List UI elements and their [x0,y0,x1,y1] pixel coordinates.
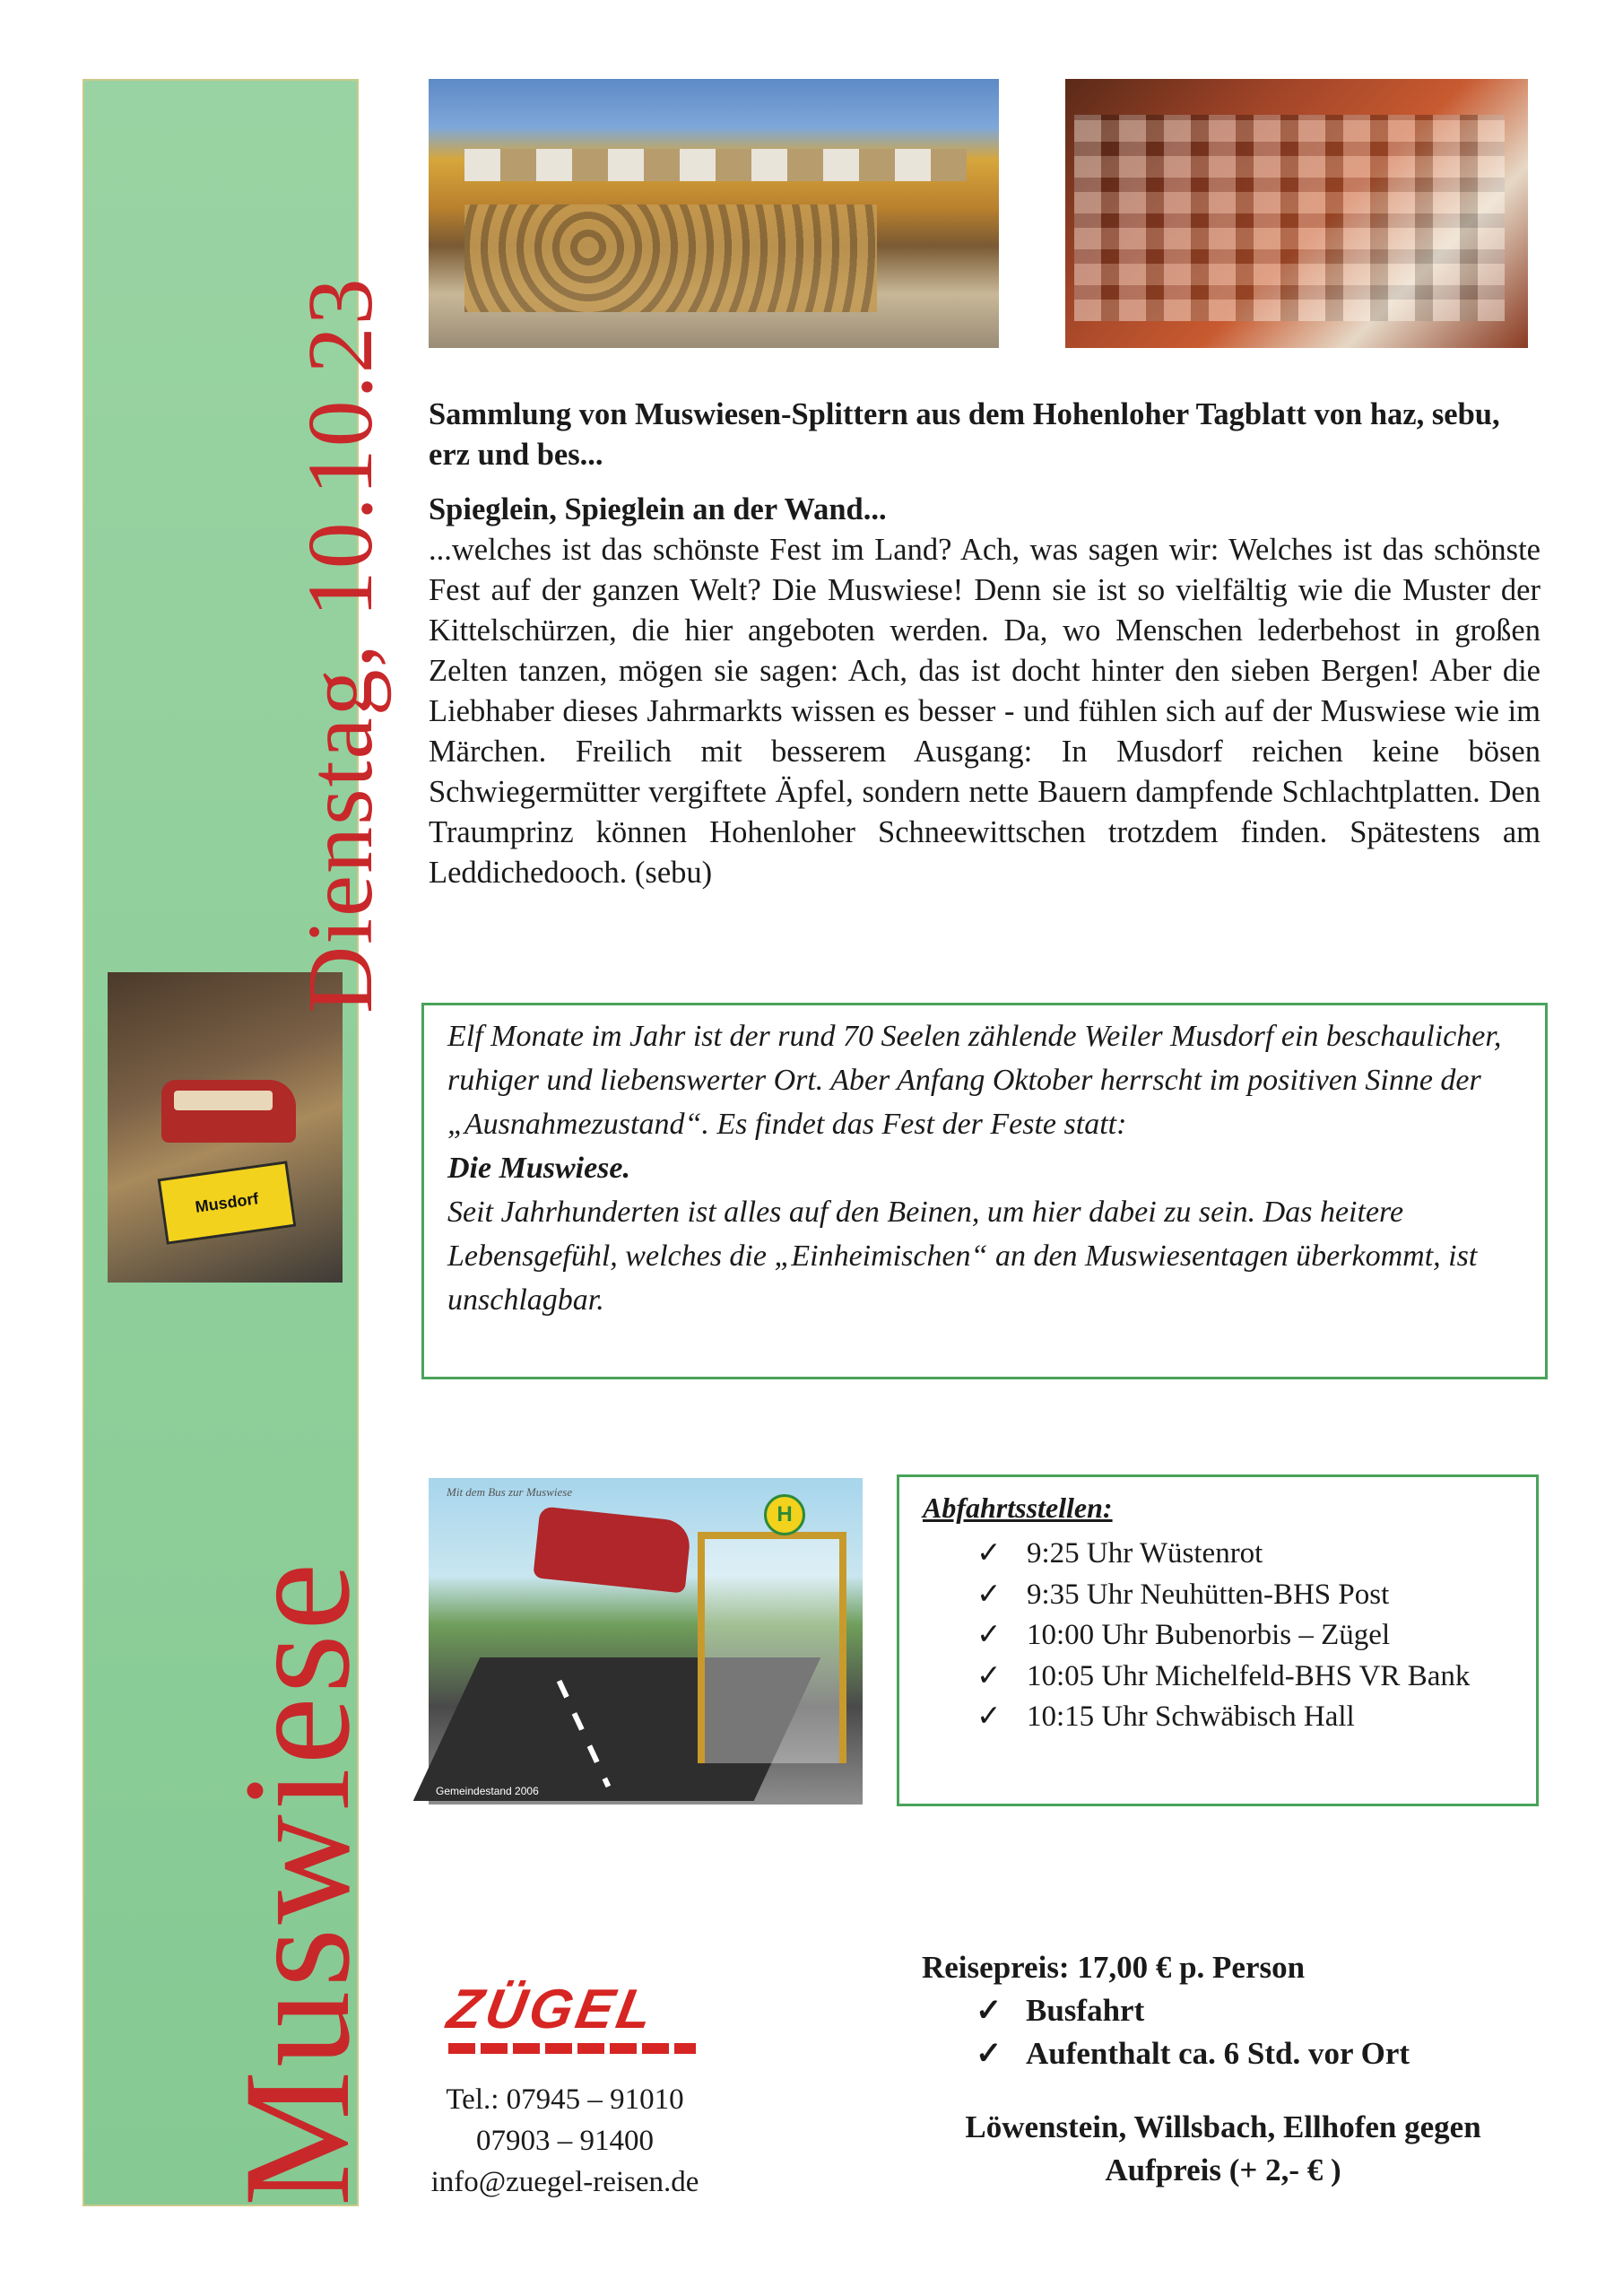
list-item: ✓ 10:00 Uhr Bubenorbis – Zügel [976,1615,1518,1657]
departures-title: Abfahrtsstellen: [923,1492,1113,1524]
article-subhead: Spieglein, Spieglein an der Wand... [429,492,887,526]
pricing [922,1946,1549,2075]
logo-text: ZÜGEL [443,1979,661,2040]
article-headline: Sammlung von Muswiesen-Splittern aus dem Hohenloher Tagblatt von haz, sebu, erz und bes... [429,397,1500,472]
intro-paragraph-2: Seit Jahrhunderten ist alles auf den Beinen, um hier dabei zu sein. Das heitere Lebensgefühl, welches die „Einheimischen“ an den Muswiesentagen überkommt, ist unschlagbar. [447,1196,1478,1317]
painted-eggs-photo [1065,79,1528,348]
intro-highlight: Die Muswiese. [447,1152,630,1185]
company-logo [443,1979,696,2065]
check-icon: ✓ [976,1700,1002,1733]
check-icon: ✓ [976,1659,1002,1692]
event-title: Muswiese [213,1559,381,2206]
list-item: ✓ 9:25 Uhr Wüstenrot [976,1534,1518,1575]
departures-list [923,1534,1518,1738]
list-item: ✓ 10:15 Uhr Schwäbisch Hall [976,1697,1518,1738]
surcharge-note: Löwenstein, Willsbach, Ellhofen gegen Aufpreis (+ 2,- € ) [965,2109,1481,2187]
bus-stop-photo [108,972,343,1283]
bus-exhibit-photo [429,1478,863,1805]
event-date: Dienstag, 10.10.23 [289,276,392,1013]
phone-1: Tel.: 07945 – 91010 [446,2083,684,2116]
check-icon: ✓ [976,1537,1002,1570]
check-icon: ✓ [976,1619,1002,1651]
photo-caption: Gemeindestand 2006 [436,1785,539,1797]
intro-paragraph-1: Elf Monate im Jahr ist der rund 70 Seelen zählende Weiler Musdorf ein beschaulicher, ruhiger und liebenswerter Ort. Aber Anfang Oktober herrscht im positiven Sinne der „Ausnahmezustand“. Es findet das Fest der Feste statt: [447,1020,1502,1141]
bus-illustration [161,1080,296,1143]
check-icon: ✓ [976,1578,1002,1611]
phone-2: 07903 – 91400 [476,2125,654,2157]
list-item: ✓ 9:35 Uhr Neuhütten-BHS Post [976,1575,1518,1616]
sidebar-panel [82,79,392,2206]
check-icon: ✓ [976,1993,1002,2028]
contact-info [430,2079,699,2203]
list-item: ✓ 10:05 Uhr Michelfeld-BHS VR Bank [976,1657,1518,1698]
price-line: Reisepreis: 17,00 € p. Person [922,1950,1306,1985]
check-icon: ✓ [976,2036,1002,2071]
town-sign: Musdorf [158,1161,297,1245]
bus-illustration [533,1506,691,1593]
price-includes [922,1989,1549,2075]
bus-stop-sign: H [764,1494,805,1535]
market-stall-photo [429,79,999,348]
intro-box [421,1003,1548,1379]
email-link[interactable]: info@zuegel-reisen.de [430,2166,699,2198]
list-item: ✓ Busfahrt [976,1989,1549,2032]
article [429,395,1541,893]
photo-tag: Mit dem Bus zur Muswiese [447,1485,573,1499]
departures-box [897,1474,1539,1806]
article-body: ...welches ist das schönste Fest im Land? Ach, was sagen wir: Welches ist das schönste Fest auf der ganzen Welt? Die Muswiese! Denn sie ist so vielfältig wie die Muster der Kittelschürzen, die hier angeboten werden. Da, wo Menschen lederbehost in großen Zelten tanzen, mögen sie sagen: Ach, das ist docht hinter den sieben Bergen! Aber die Liebhaber dieses Jahrmarkts wissen es besser - und fühlen sich auf der Muswiese wie im Märchen. Freilich mit besserem Ausgang: In Musdorf reichen keine bösen Schwiegermütter vergiftete Äpfel, sondern nette Bauern dampfende Schlachtplatten. Den Traumprinz können Hohenloher Schneewittschen trotzdem finden. Spätestens am Leddichedooch. (sebu) [429,533,1541,890]
list-item: ✓ Aufenthalt ca. 6 Std. vor Ort [976,2032,1549,2075]
